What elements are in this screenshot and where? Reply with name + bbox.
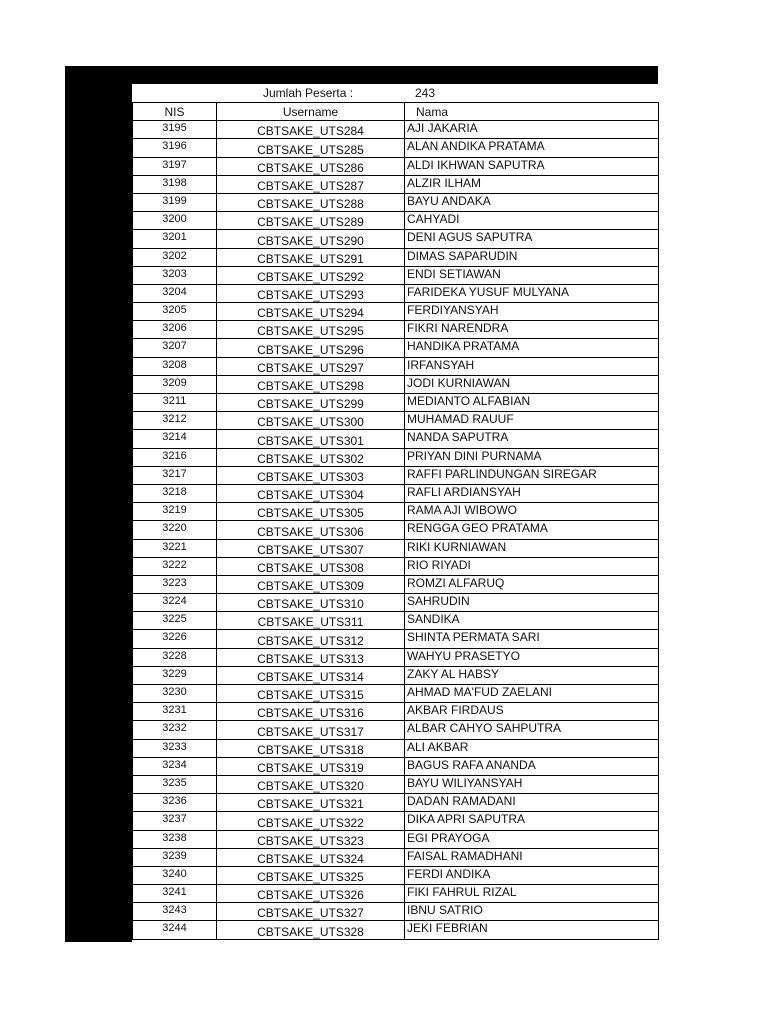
- cell-username: CBTSAKE_UTS308: [217, 557, 405, 575]
- cell-username: CBTSAKE_UTS314: [217, 666, 405, 684]
- table-row: [133, 757, 659, 775]
- cell-nis: 3225: [133, 612, 217, 630]
- table-body: [133, 121, 659, 939]
- table-row: [133, 284, 659, 302]
- cell-nama: ALDI IKHWAN SAPUTRA: [405, 157, 659, 175]
- table-row: [133, 666, 659, 684]
- table-row: [133, 612, 659, 630]
- cell-username: CBTSAKE_UTS318: [217, 739, 405, 757]
- cell-nis: 3240: [133, 866, 217, 884]
- cell-username: CBTSAKE_UTS326: [217, 885, 405, 903]
- cell-username: CBTSAKE_UTS286: [217, 157, 405, 175]
- cell-nis: 3195: [133, 121, 217, 139]
- cell-username: CBTSAKE_UTS295: [217, 321, 405, 339]
- column-header-nis: NIS: [133, 103, 217, 121]
- table-row: [133, 685, 659, 703]
- table-row: [133, 230, 659, 248]
- cell-nama: DIKA APRI SAPUTRA: [405, 812, 659, 830]
- table-row: [133, 921, 659, 939]
- cell-nama: DADAN RAMADANI: [405, 794, 659, 812]
- cell-username: CBTSAKE_UTS305: [217, 503, 405, 521]
- cell-nis: 3216: [133, 448, 217, 466]
- cell-nama: ENDI SETIAWAN: [405, 266, 659, 284]
- cell-nama: IRFANSYAH: [405, 357, 659, 375]
- table-row: [133, 703, 659, 721]
- cell-nis: 3231: [133, 703, 217, 721]
- cell-username: CBTSAKE_UTS325: [217, 866, 405, 884]
- cell-nama: MEDIANTO ALFABIAN: [405, 394, 659, 412]
- cell-nama: BAYU WILIYANSYAH: [405, 775, 659, 793]
- cell-username: CBTSAKE_UTS284: [217, 121, 405, 139]
- cell-nis: 3207: [133, 339, 217, 357]
- table-row: [133, 248, 659, 266]
- cell-username: CBTSAKE_UTS302: [217, 448, 405, 466]
- cell-username: CBTSAKE_UTS319: [217, 757, 405, 775]
- cell-nama: ALBAR CAHYO SAHPUTRA: [405, 721, 659, 739]
- cell-nis: 3208: [133, 357, 217, 375]
- table-row: [133, 794, 659, 812]
- cell-nis: 3219: [133, 503, 217, 521]
- cell-nis: 3220: [133, 521, 217, 539]
- cell-username: CBTSAKE_UTS287: [217, 175, 405, 193]
- cell-nis: 3224: [133, 594, 217, 612]
- cell-nis: 3243: [133, 903, 217, 921]
- cell-username: CBTSAKE_UTS301: [217, 430, 405, 448]
- cell-nama: FERDI ANDIKA: [405, 866, 659, 884]
- table-row: [133, 521, 659, 539]
- cell-username: CBTSAKE_UTS313: [217, 648, 405, 666]
- cell-username: CBTSAKE_UTS315: [217, 685, 405, 703]
- cell-nis: 3233: [133, 739, 217, 757]
- cell-nis: 3239: [133, 848, 217, 866]
- cell-nama: BAYU ANDAKA: [405, 193, 659, 211]
- table-row: [133, 357, 659, 375]
- cell-username: CBTSAKE_UTS293: [217, 284, 405, 302]
- cell-nis: 3237: [133, 812, 217, 830]
- cell-username: CBTSAKE_UTS321: [217, 794, 405, 812]
- table-row: [133, 175, 659, 193]
- table-row: [133, 157, 659, 175]
- cell-username: CBTSAKE_UTS322: [217, 812, 405, 830]
- cell-nis: 3232: [133, 721, 217, 739]
- cell-nama: HANDIKA PRATAMA: [405, 339, 659, 357]
- cell-nama: WAHYU PRASETYO: [405, 648, 659, 666]
- cell-nis: 3226: [133, 630, 217, 648]
- cell-nis: 3238: [133, 830, 217, 848]
- cell-nama: FIKI FAHRUL RIZAL: [405, 885, 659, 903]
- cell-username: CBTSAKE_UTS285: [217, 139, 405, 157]
- table-row: [133, 866, 659, 884]
- cell-nis: 3203: [133, 266, 217, 284]
- cell-nama: DIMAS SAPARUDIN: [405, 248, 659, 266]
- cell-username: CBTSAKE_UTS304: [217, 484, 405, 502]
- table-row: [133, 739, 659, 757]
- table-row: [133, 775, 659, 793]
- cell-username: CBTSAKE_UTS307: [217, 539, 405, 557]
- cell-username: CBTSAKE_UTS309: [217, 575, 405, 593]
- participant-table: [132, 102, 659, 940]
- cell-nama: ALZIR ILHAM: [405, 175, 659, 193]
- cell-nis: 3241: [133, 885, 217, 903]
- table-row: [133, 430, 659, 448]
- table-row: [133, 339, 659, 357]
- cell-username: CBTSAKE_UTS297: [217, 357, 405, 375]
- cell-nis: 3223: [133, 575, 217, 593]
- cell-username: CBTSAKE_UTS324: [217, 848, 405, 866]
- table-row: [133, 394, 659, 412]
- participant-count-label: Jumlah Peserta :: [263, 86, 354, 100]
- column-header-nama: Nama: [405, 103, 659, 121]
- cell-username: CBTSAKE_UTS303: [217, 466, 405, 484]
- cell-nis: 3211: [133, 394, 217, 412]
- cell-nis: 3221: [133, 539, 217, 557]
- participant-count-value: 243: [415, 86, 436, 100]
- cell-nama: ALAN ANDIKA PRATAMA: [405, 139, 659, 157]
- cell-username: CBTSAKE_UTS312: [217, 630, 405, 648]
- cell-nis: 3196: [133, 139, 217, 157]
- cell-username: CBTSAKE_UTS310: [217, 594, 405, 612]
- table-row: [133, 903, 659, 921]
- cell-username: CBTSAKE_UTS292: [217, 266, 405, 284]
- cell-nis: 3204: [133, 284, 217, 302]
- cell-nama: FERDIYANSYAH: [405, 303, 659, 321]
- table-row: [133, 212, 659, 230]
- cell-nis: 3202: [133, 248, 217, 266]
- table-row: [133, 484, 659, 502]
- cell-username: CBTSAKE_UTS294: [217, 303, 405, 321]
- cell-nis: 3218: [133, 484, 217, 502]
- cell-nama: RENGGA GEO PRATAMA: [405, 521, 659, 539]
- table-row: [133, 721, 659, 739]
- cell-username: CBTSAKE_UTS288: [217, 193, 405, 211]
- cell-nama: SANDIKA: [405, 612, 659, 630]
- table-row: [133, 648, 659, 666]
- cell-nama: DENI AGUS SAPUTRA: [405, 230, 659, 248]
- cell-nis: 3222: [133, 557, 217, 575]
- cell-nama: SHINTA PERMATA SARI: [405, 630, 659, 648]
- cell-username: CBTSAKE_UTS300: [217, 412, 405, 430]
- cell-nama: RIO RIYADI: [405, 557, 659, 575]
- table-row: [133, 830, 659, 848]
- cell-nama: RAFLI ARDIANSYAH: [405, 484, 659, 502]
- cell-nama: BAGUS RAFA ANANDA: [405, 757, 659, 775]
- cell-nama: PRIYAN DINI PURNAMA: [405, 448, 659, 466]
- cell-nama: RIKI KURNIAWAN: [405, 539, 659, 557]
- cell-nama: ROMZI ALFARUQ: [405, 575, 659, 593]
- cell-nama: AJI JAKARIA: [405, 121, 659, 139]
- table-row: [133, 412, 659, 430]
- cell-nis: 3229: [133, 666, 217, 684]
- cell-nis: 3236: [133, 794, 217, 812]
- cell-nama: AKBAR FIRDAUS: [405, 703, 659, 721]
- cell-username: CBTSAKE_UTS320: [217, 775, 405, 793]
- cell-nis: 3209: [133, 375, 217, 393]
- cell-nama: JODI KURNIAWAN: [405, 375, 659, 393]
- cell-nama: IBNU SATRIO: [405, 903, 659, 921]
- table-row: [133, 503, 659, 521]
- table-row: [133, 266, 659, 284]
- cell-nama: FIKRI NARENDRA: [405, 321, 659, 339]
- cell-nis: 3228: [133, 648, 217, 666]
- cell-nis: 3214: [133, 430, 217, 448]
- cell-username: CBTSAKE_UTS327: [217, 903, 405, 921]
- cell-nama: ALI AKBAR: [405, 739, 659, 757]
- cell-username: CBTSAKE_UTS323: [217, 830, 405, 848]
- table-row: [133, 885, 659, 903]
- cell-nis: 3200: [133, 212, 217, 230]
- cell-nama: MUHAMAD RAUUF: [405, 412, 659, 430]
- table-row: [133, 321, 659, 339]
- cell-nama: NANDA SAPUTRA: [405, 430, 659, 448]
- cell-nis: 3230: [133, 685, 217, 703]
- cell-nama: RAFFI PARLINDUNGAN SIREGAR: [405, 466, 659, 484]
- cell-username: CBTSAKE_UTS317: [217, 721, 405, 739]
- cell-username: CBTSAKE_UTS328: [217, 921, 405, 939]
- cell-nama: AHMAD MA'FUD ZAELANI: [405, 685, 659, 703]
- table-row: [133, 539, 659, 557]
- cell-nis: 3217: [133, 466, 217, 484]
- cell-nama: CAHYADI: [405, 212, 659, 230]
- table-row: [133, 448, 659, 466]
- table-row: [133, 303, 659, 321]
- cell-nis: 3201: [133, 230, 217, 248]
- table-row: [133, 630, 659, 648]
- cell-nis: 3212: [133, 412, 217, 430]
- cell-username: CBTSAKE_UTS289: [217, 212, 405, 230]
- cell-nis: 3199: [133, 193, 217, 211]
- table-row: [133, 375, 659, 393]
- cell-username: CBTSAKE_UTS311: [217, 612, 405, 630]
- cell-nama: FARIDEKA YUSUF MULYANA: [405, 284, 659, 302]
- column-header-username: Username: [217, 103, 405, 121]
- cell-username: CBTSAKE_UTS291: [217, 248, 405, 266]
- cell-username: CBTSAKE_UTS296: [217, 339, 405, 357]
- cell-nama: JEKI FEBRIAN: [405, 921, 659, 939]
- black-margin-left: [65, 66, 132, 942]
- table-row: [133, 594, 659, 612]
- cell-username: CBTSAKE_UTS290: [217, 230, 405, 248]
- participant-summary: [132, 84, 658, 102]
- cell-nis: 3206: [133, 321, 217, 339]
- cell-nama: EGI PRAYOGA: [405, 830, 659, 848]
- table-row: [133, 848, 659, 866]
- cell-username: CBTSAKE_UTS306: [217, 521, 405, 539]
- table-header-row: [133, 103, 659, 121]
- cell-nama: RAMA AJI WIBOWO: [405, 503, 659, 521]
- table-row: [133, 466, 659, 484]
- black-header-bar: [65, 66, 658, 84]
- cell-nama: FAISAL RAMADHANI: [405, 848, 659, 866]
- table-row: [133, 812, 659, 830]
- table-row: [133, 121, 659, 139]
- cell-nis: 3197: [133, 157, 217, 175]
- cell-nama: ZAKY AL HABSY: [405, 666, 659, 684]
- table-row: [133, 575, 659, 593]
- cell-nis: 3205: [133, 303, 217, 321]
- table-row: [133, 557, 659, 575]
- cell-nis: 3234: [133, 757, 217, 775]
- cell-username: CBTSAKE_UTS298: [217, 375, 405, 393]
- cell-nama: SAHRUDIN: [405, 594, 659, 612]
- cell-username: CBTSAKE_UTS299: [217, 394, 405, 412]
- cell-nis: 3198: [133, 175, 217, 193]
- cell-nis: 3244: [133, 921, 217, 939]
- table-row: [133, 139, 659, 157]
- cell-username: CBTSAKE_UTS316: [217, 703, 405, 721]
- table-row: [133, 193, 659, 211]
- cell-nis: 3235: [133, 775, 217, 793]
